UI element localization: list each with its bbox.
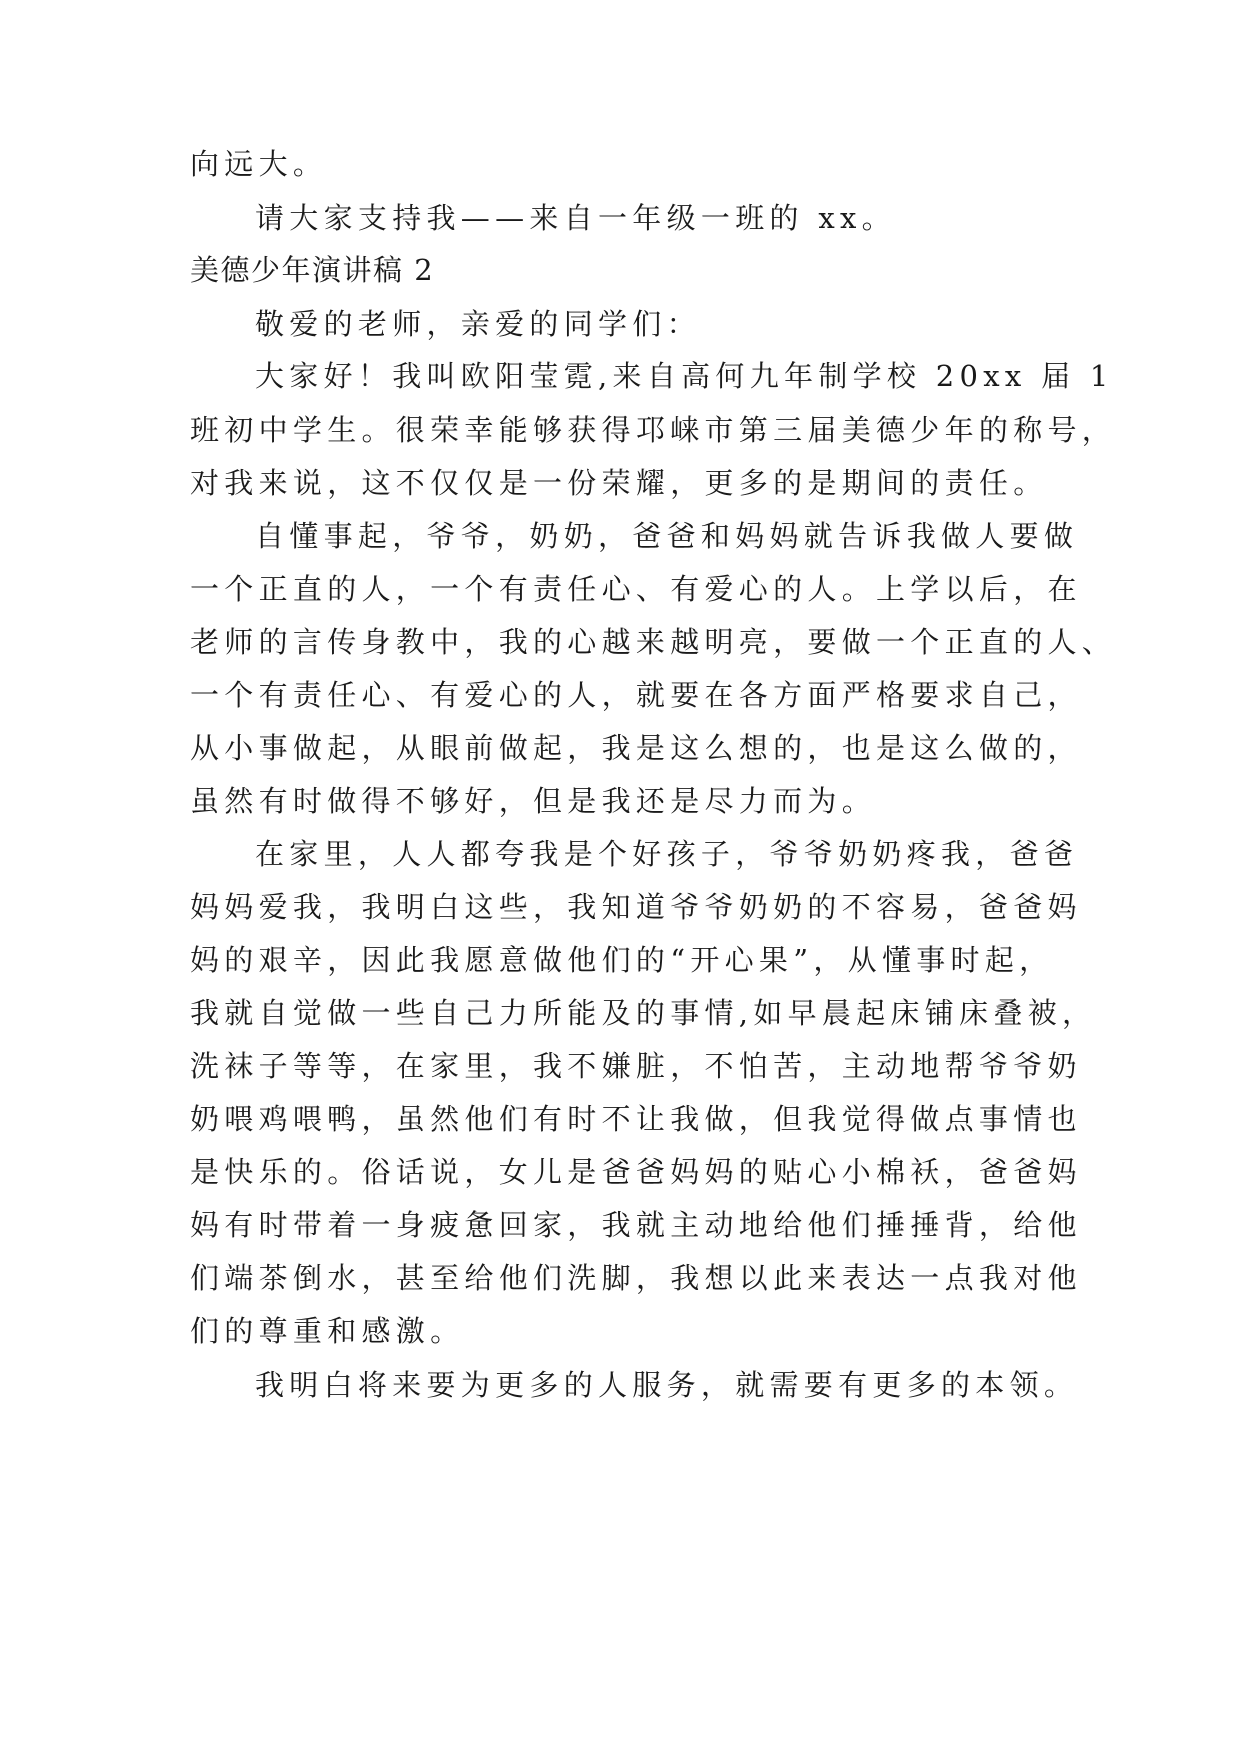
paragraph-line: 妈的艰辛，因此我愿意做他们的“开心果”，从懂事时起， bbox=[190, 943, 1054, 977]
salutation-line: 敬爱的老师，亲爱的同学们： bbox=[255, 307, 701, 341]
paragraph-line: 妈妈爱我，我明白这些，我知道爷爷奶奶的不容易，爸爸妈 bbox=[190, 890, 1082, 924]
paragraph-line: 在家里，人人都夸我是个好孩子，爷爷奶奶疼我，爸爸 bbox=[255, 837, 1079, 871]
paragraph-line: 请大家支持我——来自一年级一班的 xx。 bbox=[255, 201, 896, 235]
paragraph-line: 一个有责任心、有爱心的人，就要在各方面严格要求自己， bbox=[190, 678, 1082, 712]
paragraph-line: 妈有时带着一身疲惫回家，我就主动地给他们捶捶背，给他 bbox=[190, 1208, 1082, 1242]
paragraph-line: 从小事做起，从眼前做起，我是这么想的，也是这么做的， bbox=[190, 731, 1082, 765]
paragraph-line: 奶喂鸡喂鸭，虽然他们有时不让我做，但我觉得做点事情也 bbox=[190, 1102, 1082, 1136]
paragraph-line: 虽然有时做得不够好，但是我还是尽力而为。 bbox=[190, 784, 877, 818]
paragraph-line: 老师的言传身教中，我的心越来越明亮，要做一个正直的人、 bbox=[190, 625, 1117, 659]
paragraph-line: 我明白将来要为更多的人服务，就需要有更多的本领。 bbox=[255, 1368, 1079, 1402]
paragraph-line: 自懂事起，爷爷，奶奶，爸爸和妈妈就告诉我做人要做 bbox=[255, 519, 1079, 553]
paragraph-line: 向远大。 bbox=[190, 147, 328, 181]
section-title: 美德少年演讲稿 2 bbox=[190, 253, 435, 287]
paragraph-line: 我就自觉做一些自己力所能及的事情,如早晨起床铺床叠被， bbox=[190, 996, 1097, 1030]
paragraph-line: 们的尊重和感激。 bbox=[190, 1314, 465, 1348]
paragraph-line: 对我来说，这不仅仅是一份荣耀，更多的是期间的责任。 bbox=[190, 466, 1048, 500]
paragraph-line: 洗袜子等等，在家里，我不嫌脏，不怕苦，主动地帮爷爷奶 bbox=[190, 1049, 1082, 1083]
paragraph-line: 是快乐的。俗话说，女儿是爸爸妈妈的贴心小棉袄，爸爸妈 bbox=[190, 1155, 1082, 1189]
paragraph-line: 一个正直的人，一个有责任心、有爱心的人。上学以后，在 bbox=[190, 572, 1082, 606]
paragraph-line: 们端茶倒水，甚至给他们洗脚，我想以此来表达一点我对他 bbox=[190, 1261, 1082, 1295]
paragraph-line: 大家好！我叫欧阳莹霓,来自高何九年制学校 20xx 届 1 bbox=[255, 359, 1114, 393]
paragraph-line: 班初中学生。很荣幸能够获得邛崃市第三届美德少年的称号， bbox=[190, 413, 1117, 447]
